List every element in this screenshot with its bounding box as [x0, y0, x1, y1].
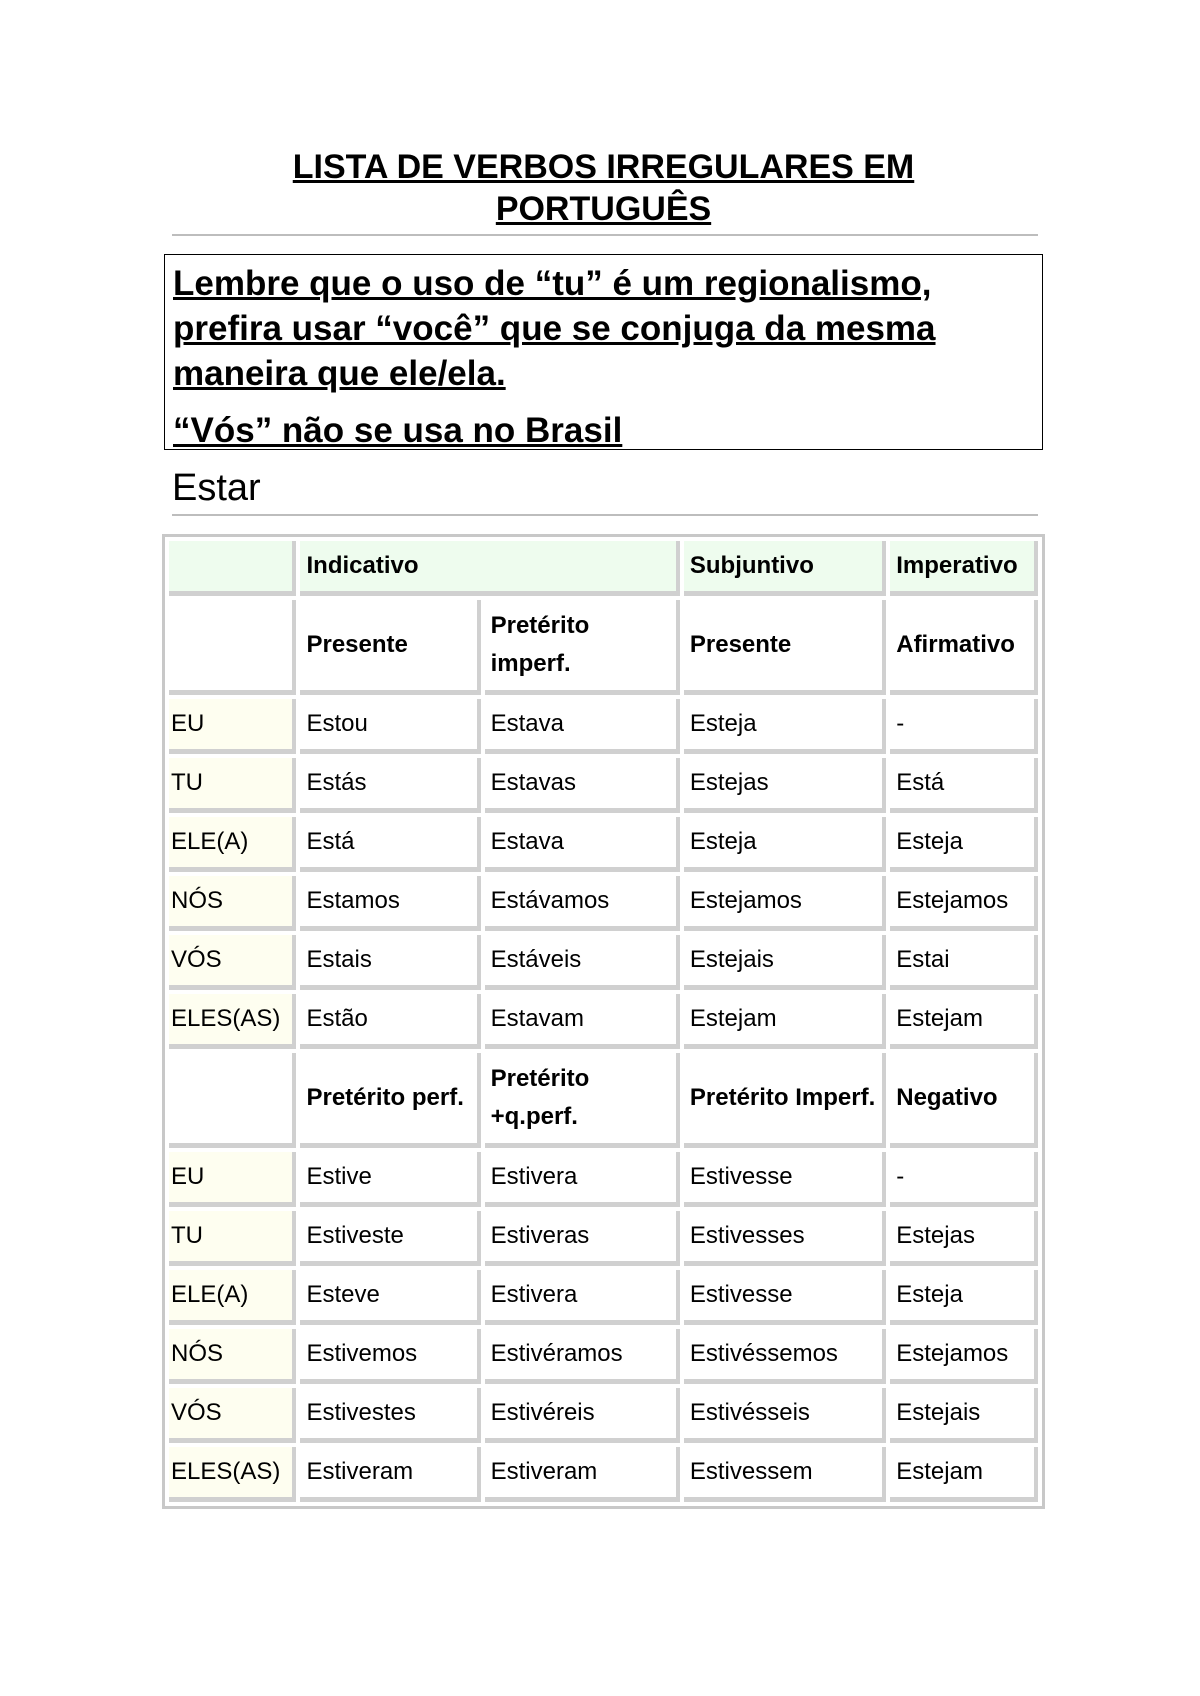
- conjugation-cell: Estejais: [890, 1388, 1038, 1443]
- conjugation-cell: Estão: [300, 994, 480, 1049]
- conjugation-cell: Estais: [300, 935, 480, 990]
- note-box: [164, 254, 1043, 450]
- divider: [172, 234, 1038, 236]
- tense-header-cell: [169, 600, 296, 695]
- conjugation-cell: Estiveste: [300, 1211, 480, 1266]
- conjugation-cell: Estejam: [684, 994, 886, 1049]
- conjugation-cell: Estejam: [890, 994, 1038, 1049]
- conjugation-cell: Esteja: [890, 1270, 1038, 1325]
- table-row: [169, 1211, 1038, 1266]
- tense-header-cell: Pretérito Imperf.: [684, 1053, 886, 1148]
- tense-header-cell: Presente: [300, 600, 480, 695]
- conjugation-cell: Estamos: [300, 876, 480, 931]
- tense-header-cell: Pretérito perf.: [300, 1053, 480, 1148]
- conjugation-cell: Estivesse: [684, 1270, 886, 1325]
- conjugation-cell: Estejamos: [890, 1329, 1038, 1384]
- tense-header-cell: Afirmativo: [890, 600, 1038, 695]
- conjugation-cell: Esteja: [684, 817, 886, 872]
- person-cell: ELE(A): [169, 817, 296, 872]
- table-row: [169, 758, 1038, 813]
- person-cell: TU: [169, 758, 296, 813]
- conjugation-cell: Estivéramos: [485, 1329, 680, 1384]
- mood-header-row: [169, 541, 1038, 596]
- note-line-4: “Vós” não se usa no Brasil: [173, 411, 623, 450]
- conjugation-cell: Esteja: [684, 699, 886, 754]
- conjugation-cell: Estávamos: [485, 876, 680, 931]
- divider: [172, 514, 1038, 516]
- conjugation-cell: Estivera: [485, 1152, 680, 1207]
- table-row: [169, 817, 1038, 872]
- conjugation-cell: -: [890, 1152, 1038, 1207]
- tense-header-cell: Pretérito imperf.: [485, 600, 680, 695]
- conjugation-cell: Estivéssemos: [684, 1329, 886, 1384]
- conjugation-cell: Está: [300, 817, 480, 872]
- conjugation-cell: Estivestes: [300, 1388, 480, 1443]
- table-row: [169, 935, 1038, 990]
- title-line-1: LISTA DE VERBOS IRREGULARES EM: [292, 148, 915, 186]
- table-row: [169, 699, 1038, 754]
- table-row: [169, 1388, 1038, 1443]
- conjugation-cell: Estejamos: [684, 876, 886, 931]
- conjugation-table: [162, 534, 1045, 1509]
- conjugation-cell: Estiveram: [485, 1447, 680, 1502]
- conjugation-cell: Estiveram: [300, 1447, 480, 1502]
- note-line-3: maneira que ele/ela.: [173, 354, 506, 393]
- page-title: [162, 146, 1045, 230]
- conjugation-cell: Estejamos: [890, 876, 1038, 931]
- header-cell-imperativo: Imperativo: [890, 541, 1038, 596]
- conjugation-cell: Estejas: [890, 1211, 1038, 1266]
- conjugation-cell: Estivéreis: [485, 1388, 680, 1443]
- conjugation-cell: Estejas: [684, 758, 886, 813]
- person-cell: EU: [169, 699, 296, 754]
- conjugation-cell: Estivera: [485, 1270, 680, 1325]
- tense-header-cell: Negativo: [890, 1053, 1038, 1148]
- tense-header-cell: Presente: [684, 600, 886, 695]
- person-cell: NÓS: [169, 1329, 296, 1384]
- header-cell-indicativo: Indicativo: [300, 541, 679, 596]
- tense-header-cell: [169, 1053, 296, 1148]
- conjugation-cell: Estivesses: [684, 1211, 886, 1266]
- person-cell: ELE(A): [169, 1270, 296, 1325]
- conjugation-cell: Esteve: [300, 1270, 480, 1325]
- note-line-2: prefira usar “você” que se conjuga da mesma: [173, 309, 936, 348]
- verb-heading: Estar: [172, 467, 261, 509]
- table-row: [169, 876, 1038, 931]
- conjugation-cell: -: [890, 699, 1038, 754]
- table-row: [169, 1270, 1038, 1325]
- tense-header-cell: Pretérito +q.perf.: [485, 1053, 680, 1148]
- table-row: [169, 1447, 1038, 1502]
- person-cell: NÓS: [169, 876, 296, 931]
- conjugation-cell: Esteja: [890, 817, 1038, 872]
- conjugation-cell: Estejais: [684, 935, 886, 990]
- person-cell: ELES(AS): [169, 994, 296, 1049]
- table-row: [169, 1329, 1038, 1384]
- table-row: [169, 994, 1038, 1049]
- conjugation-cell: Estiveras: [485, 1211, 680, 1266]
- conjugation-cell: Estava: [485, 817, 680, 872]
- person-cell: TU: [169, 1211, 296, 1266]
- person-cell: VÓS: [169, 935, 296, 990]
- person-cell: ELES(AS): [169, 1447, 296, 1502]
- conjugation-cell: Estive: [300, 1152, 480, 1207]
- title-line-2: PORTUGUÊS: [495, 190, 712, 228]
- conjugation-cell: Está: [890, 758, 1038, 813]
- conjugation-cell: Estivessem: [684, 1447, 886, 1502]
- person-cell: VÓS: [169, 1388, 296, 1443]
- conjugation-cell: Estava: [485, 699, 680, 754]
- conjugation-cell: Estivesse: [684, 1152, 886, 1207]
- tense-header-row-2: [169, 1053, 1038, 1148]
- person-cell: EU: [169, 1152, 296, 1207]
- table-row: [169, 1152, 1038, 1207]
- conjugation-cell: Estáveis: [485, 935, 680, 990]
- conjugation-cell: Estás: [300, 758, 480, 813]
- header-cell: [169, 541, 296, 596]
- header-cell-subjuntivo: Subjuntivo: [684, 541, 886, 596]
- conjugation-cell: Estou: [300, 699, 480, 754]
- conjugation-cell: Estavas: [485, 758, 680, 813]
- note-line-1: Lembre que o uso de “tu” é um regionalismo,: [173, 264, 932, 303]
- conjugation-cell: Estivésseis: [684, 1388, 886, 1443]
- conjugation-cell: Estai: [890, 935, 1038, 990]
- conjugation-cell: Estivemos: [300, 1329, 480, 1384]
- conjugation-cell: Estavam: [485, 994, 680, 1049]
- tense-header-row-1: [169, 600, 1038, 695]
- conjugation-cell: Estejam: [890, 1447, 1038, 1502]
